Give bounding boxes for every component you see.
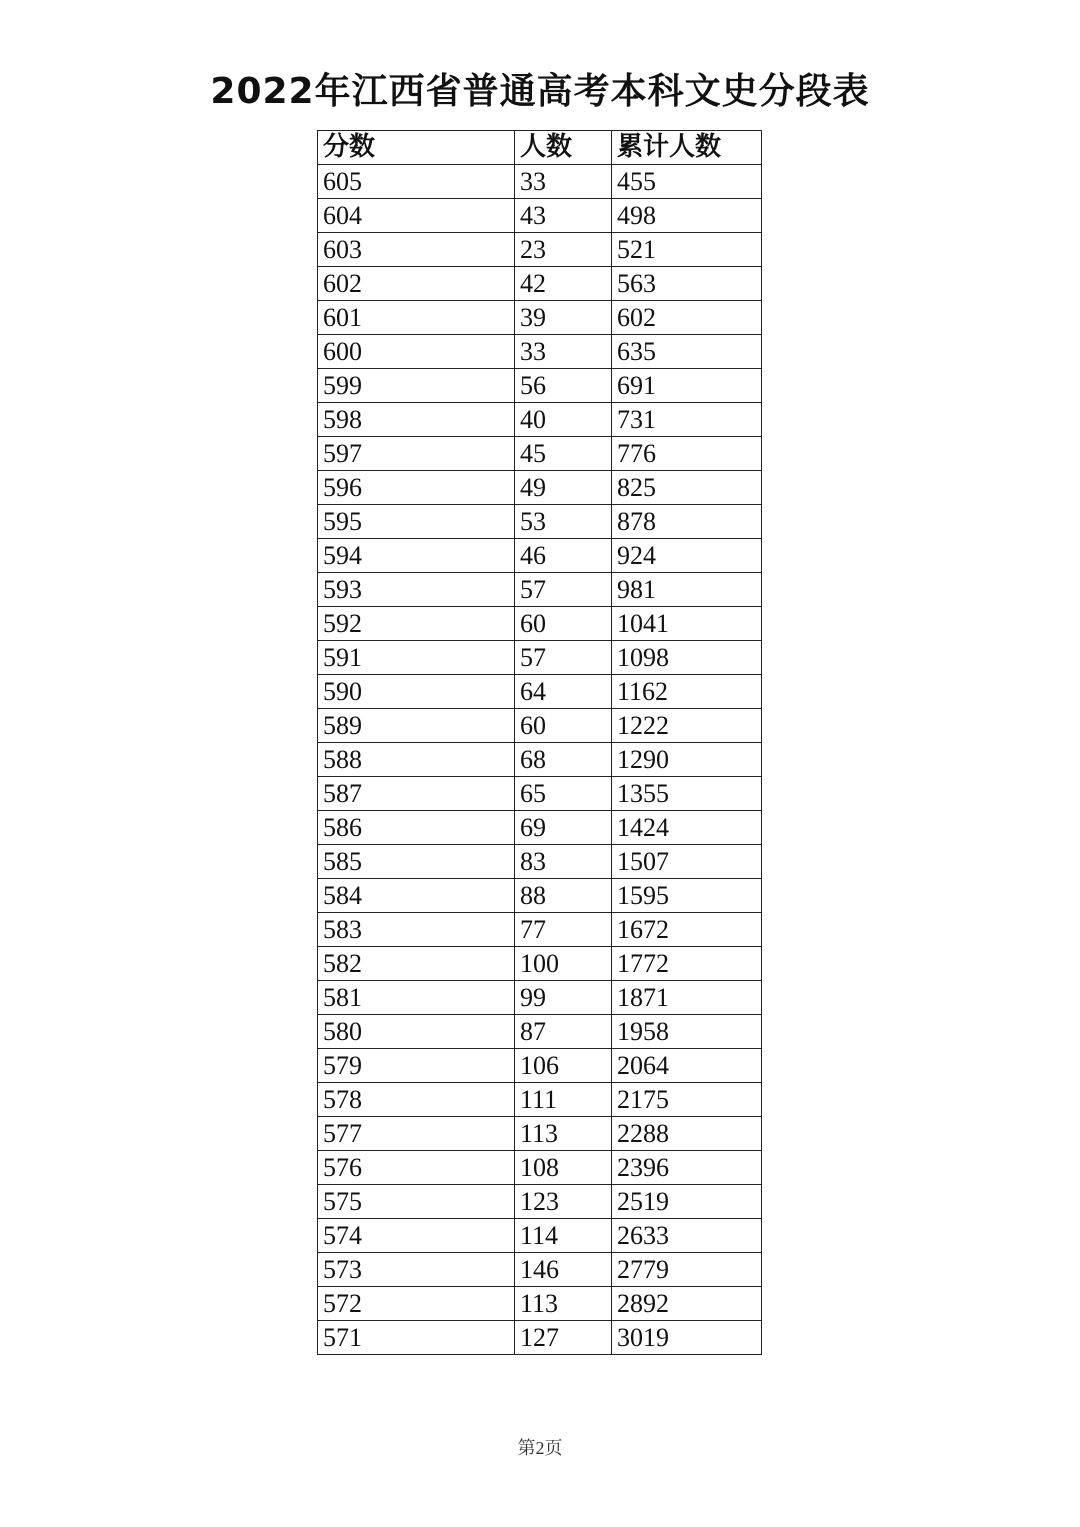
table-row [318,1321,762,1355]
cumulative-cell: 1772 [612,947,762,981]
score-cell: 582 [318,947,515,981]
count-cell: 77 [515,913,612,947]
score-distribution-table [317,130,762,1355]
table-row [318,641,762,675]
score-cell: 579 [318,1049,515,1083]
table-row [318,1015,762,1049]
table-row [318,199,762,233]
table-header-row [318,131,762,165]
cumulative-cell: 2633 [612,1219,762,1253]
table-row [318,845,762,879]
cumulative-cell: 602 [612,301,762,335]
table-row [318,267,762,301]
cumulative-cell: 1041 [612,607,762,641]
score-cell: 604 [318,199,515,233]
count-cell: 33 [515,165,612,199]
count-cell: 53 [515,505,612,539]
cumulative-cell: 1098 [612,641,762,675]
table-row [318,1185,762,1219]
score-cell: 590 [318,675,515,709]
column-header-cumulative: 累计人数 [612,131,762,165]
score-cell: 577 [318,1117,515,1151]
count-cell: 106 [515,1049,612,1083]
count-cell: 43 [515,199,612,233]
count-cell: 39 [515,301,612,335]
count-cell: 60 [515,607,612,641]
cumulative-cell: 924 [612,539,762,573]
score-cell: 585 [318,845,515,879]
table-row [318,1219,762,1253]
count-cell: 114 [515,1219,612,1253]
score-cell: 581 [318,981,515,1015]
table-row [318,913,762,947]
table-row [318,1049,762,1083]
cumulative-cell: 2288 [612,1117,762,1151]
table-row [318,743,762,777]
cumulative-cell: 521 [612,233,762,267]
score-cell: 597 [318,437,515,471]
count-cell: 127 [515,1321,612,1355]
table-row [318,1151,762,1185]
table-row [318,947,762,981]
score-cell: 592 [318,607,515,641]
score-cell: 583 [318,913,515,947]
score-cell: 573 [318,1253,515,1287]
cumulative-cell: 825 [612,471,762,505]
table-row [318,369,762,403]
cumulative-cell: 2396 [612,1151,762,1185]
cumulative-cell: 1424 [612,811,762,845]
score-cell: 572 [318,1287,515,1321]
count-cell: 108 [515,1151,612,1185]
score-cell: 599 [318,369,515,403]
table-row [318,709,762,743]
table-row [318,539,762,573]
cumulative-cell: 691 [612,369,762,403]
score-cell: 603 [318,233,515,267]
count-cell: 42 [515,267,612,301]
cumulative-cell: 2175 [612,1083,762,1117]
count-cell: 87 [515,1015,612,1049]
count-cell: 46 [515,539,612,573]
score-cell: 600 [318,335,515,369]
score-cell: 602 [318,267,515,301]
table-row [318,777,762,811]
table-row [318,301,762,335]
count-cell: 68 [515,743,612,777]
score-cell: 595 [318,505,515,539]
cumulative-cell: 1290 [612,743,762,777]
cumulative-cell: 2779 [612,1253,762,1287]
count-cell: 146 [515,1253,612,1287]
count-cell: 60 [515,709,612,743]
score-cell: 601 [318,301,515,335]
score-cell: 586 [318,811,515,845]
score-cell: 588 [318,743,515,777]
count-cell: 113 [515,1287,612,1321]
cumulative-cell: 635 [612,335,762,369]
score-cell: 576 [318,1151,515,1185]
table-row [318,981,762,1015]
score-cell: 571 [318,1321,515,1355]
cumulative-cell: 563 [612,267,762,301]
score-cell: 584 [318,879,515,913]
count-cell: 100 [515,947,612,981]
score-cell: 589 [318,709,515,743]
cumulative-cell: 498 [612,199,762,233]
score-cell: 575 [318,1185,515,1219]
count-cell: 57 [515,573,612,607]
table-row [318,165,762,199]
cumulative-cell: 3019 [612,1321,762,1355]
score-cell: 593 [318,573,515,607]
table-row [318,607,762,641]
count-cell: 23 [515,233,612,267]
count-cell: 99 [515,981,612,1015]
count-cell: 113 [515,1117,612,1151]
table-row [318,335,762,369]
count-cell: 57 [515,641,612,675]
table-row [318,403,762,437]
cumulative-cell: 1222 [612,709,762,743]
score-cell: 587 [318,777,515,811]
cumulative-cell: 1958 [612,1015,762,1049]
score-cell: 580 [318,1015,515,1049]
table-body [318,165,762,1355]
cumulative-cell: 731 [612,403,762,437]
score-cell: 574 [318,1219,515,1253]
count-cell: 88 [515,879,612,913]
count-cell: 56 [515,369,612,403]
score-cell: 591 [318,641,515,675]
cumulative-cell: 2519 [612,1185,762,1219]
cumulative-cell: 878 [612,505,762,539]
count-cell: 65 [515,777,612,811]
cumulative-cell: 455 [612,165,762,199]
cumulative-cell: 1507 [612,845,762,879]
count-cell: 123 [515,1185,612,1219]
count-cell: 45 [515,437,612,471]
table-row [318,437,762,471]
score-cell: 594 [318,539,515,573]
table-row [318,471,762,505]
count-cell: 33 [515,335,612,369]
table-row [318,573,762,607]
table-row [318,233,762,267]
score-cell: 578 [318,1083,515,1117]
count-cell: 64 [515,675,612,709]
count-cell: 111 [515,1083,612,1117]
cumulative-cell: 1672 [612,913,762,947]
score-cell: 598 [318,403,515,437]
count-cell: 83 [515,845,612,879]
table-row [318,675,762,709]
table-row [318,505,762,539]
table-row [318,1117,762,1151]
page-title: 2022年江西省普通高考本科文史分段表 [210,71,870,112]
table-row [318,879,762,913]
page-number: 第2页 [517,1438,563,1458]
count-cell: 49 [515,471,612,505]
cumulative-cell: 2064 [612,1049,762,1083]
cumulative-cell: 981 [612,573,762,607]
cumulative-cell: 776 [612,437,762,471]
table-row [318,1287,762,1321]
column-header-count: 人数 [515,131,612,165]
cumulative-cell: 1595 [612,879,762,913]
column-header-score: 分数 [318,131,515,165]
table-row [318,811,762,845]
cumulative-cell: 1162 [612,675,762,709]
cumulative-cell: 1355 [612,777,762,811]
table-row [318,1083,762,1117]
score-cell: 605 [318,165,515,199]
score-cell: 596 [318,471,515,505]
count-cell: 40 [515,403,612,437]
cumulative-cell: 1871 [612,981,762,1015]
cumulative-cell: 2892 [612,1287,762,1321]
count-cell: 69 [515,811,612,845]
table-row [318,1253,762,1287]
